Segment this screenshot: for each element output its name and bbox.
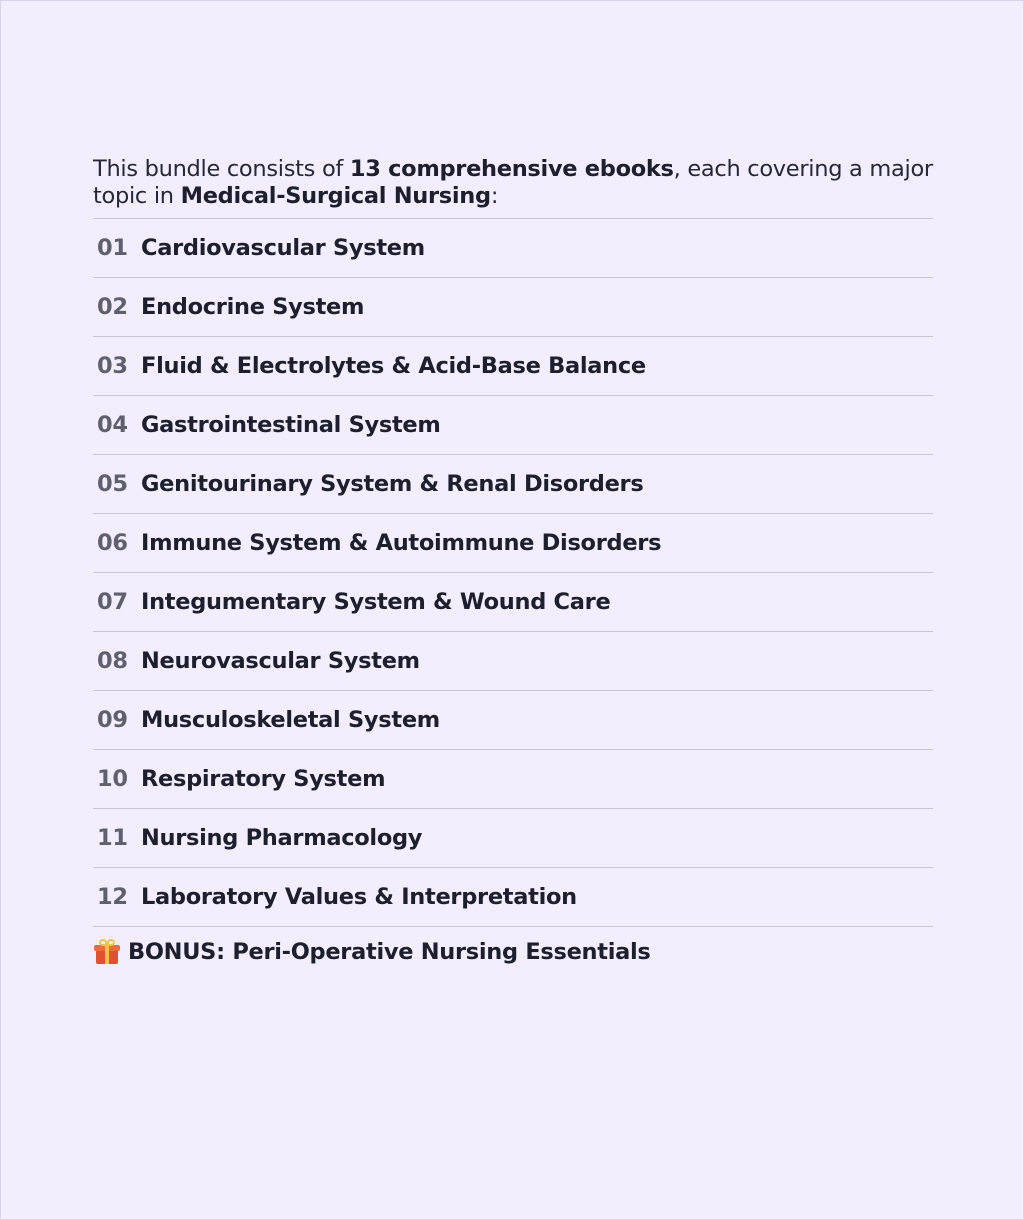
item-title: Genitourinary System & Renal Disorders (141, 471, 644, 497)
ebook-list (93, 219, 933, 927)
item-number: 10 (97, 766, 128, 792)
item-title: Nursing Pharmacology (141, 825, 423, 851)
list-item (93, 632, 933, 691)
list-item (93, 396, 933, 455)
item-title: Endocrine System (141, 294, 365, 320)
intro-mid: , each covering a major topic in (93, 156, 933, 209)
item-title: Respiratory System (141, 766, 386, 792)
item-title: Immune System & Autoimmune Disorders (141, 530, 662, 556)
item-title: Gastrointestinal System (141, 412, 441, 438)
intro-ebook-count: 13 comprehensive ebooks (349, 156, 674, 182)
bonus-item (93, 927, 933, 977)
item-title: Laboratory Values & Interpretation (141, 884, 577, 910)
item-title: Neurovascular System (141, 648, 420, 674)
list-item (93, 868, 933, 927)
item-title: Musculoskeletal System (141, 707, 440, 733)
item-number: 05 (97, 471, 128, 497)
item-number: 03 (97, 353, 128, 379)
list-item (93, 219, 933, 278)
item-title: Integumentary System & Wound Care (141, 589, 611, 615)
item-title: Fluid & Electrolytes & Acid-Base Balance (141, 353, 646, 379)
item-number: 04 (97, 412, 128, 438)
item-number: 12 (97, 884, 128, 910)
bonus-label: BONUS: Peri-Operative Nursing Essentials (128, 939, 651, 965)
gift-icon (94, 939, 120, 965)
intro-post: : (490, 183, 499, 209)
list-item (93, 278, 933, 337)
list-item (93, 691, 933, 750)
item-number: 11 (97, 825, 128, 851)
intro-subject: Medical-Surgical Nursing (180, 183, 491, 209)
item-number: 07 (97, 589, 128, 615)
item-number: 01 (97, 235, 128, 261)
list-item (93, 809, 933, 868)
intro-text (93, 156, 933, 219)
bundle-contents (93, 156, 933, 977)
list-item (93, 455, 933, 514)
list-item (93, 750, 933, 809)
item-number: 02 (97, 294, 128, 320)
item-title: Cardiovascular System (141, 235, 425, 261)
list-item (93, 514, 933, 573)
item-number: 08 (97, 648, 128, 674)
item-number: 09 (97, 707, 128, 733)
list-item (93, 573, 933, 632)
list-item (93, 337, 933, 396)
item-number: 06 (97, 530, 128, 556)
intro-pre: This bundle consists of (93, 156, 350, 182)
